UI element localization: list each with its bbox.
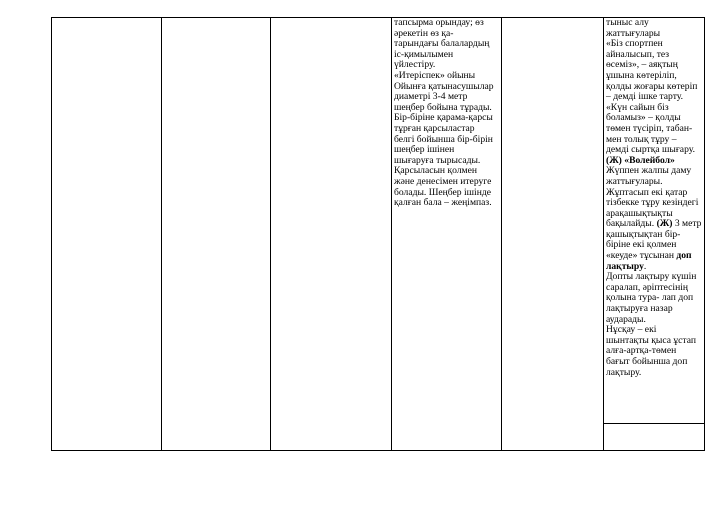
table-column-4 xyxy=(391,18,501,450)
text-segment: . xyxy=(643,260,647,272)
text-line: әрекетін өз қа- xyxy=(394,27,454,39)
text-segment: қолды жоғары көтеріп xyxy=(606,80,698,92)
text-segment: боламыз» – қолды xyxy=(606,112,681,124)
bold-text: лақтыру xyxy=(606,260,644,272)
text-segment: бағыт бойынша доп xyxy=(606,356,688,367)
text-segment: ұшына көтеріліп, xyxy=(606,69,677,81)
text-segment: лақтыруға назар xyxy=(606,303,673,315)
text-segment: арақашықтықты xyxy=(606,207,673,219)
bold-text: доп xyxy=(676,250,692,262)
text-line: Ойынға қатынасушылар xyxy=(394,80,494,92)
text-segment: «Күн сайын біз xyxy=(606,101,669,113)
text-segment: демді сыртқа шығару. xyxy=(606,144,695,156)
text-segment: тізбекке тұру кезіндегі xyxy=(606,197,699,209)
text-segment: айналысып, тез xyxy=(606,48,670,60)
document-table xyxy=(51,17,705,451)
text-line: тарындағы балалардың xyxy=(394,38,490,50)
bold-text: (Ж) xyxy=(656,218,673,230)
text-line: қалған бала – жеңімпаз. xyxy=(394,197,492,209)
table-column-5 xyxy=(501,18,603,450)
column-4-text xyxy=(394,18,494,209)
text-line: белгі бойынша бір-бірін xyxy=(394,133,493,145)
text-segment: Допты лақтыру күшін xyxy=(606,271,697,283)
text-line: Қарсыласын қолмен xyxy=(394,165,478,177)
text-segment: «Біз спортпен xyxy=(606,38,663,50)
text-line: шығаруға тырысады. xyxy=(394,154,481,166)
text-segment: мен толық тұру – xyxy=(606,133,677,145)
text-segment: 3 метр xyxy=(672,218,702,230)
column-6-text xyxy=(606,18,701,378)
bold-text: (Ж) «Волейбол» xyxy=(606,154,675,166)
column-6-bottom-cell xyxy=(604,423,704,452)
text-line: диаметрі 3-4 метр xyxy=(394,91,468,103)
text-segment: бақылайды. xyxy=(606,218,657,230)
text-segment: саралап, әріптесінің xyxy=(606,281,689,293)
table-column-3 xyxy=(270,18,391,450)
text-segment: өсеміз», – аяқтың xyxy=(606,59,678,71)
text-line: болады. Шеңбер ішінде xyxy=(394,186,491,198)
text-segment: «кеуде» тұсынан xyxy=(606,250,677,262)
text-segment: шынтақты қыса ұстап xyxy=(606,334,697,346)
text-line: Бір-біріне қарама-қарсы xyxy=(394,112,493,124)
text-line: және денесімен итеруге xyxy=(394,175,492,187)
text-line: шеңбер ішінен xyxy=(394,144,455,156)
text-segment: алға-артқа-төмен xyxy=(606,345,677,357)
text-line: тұрған қарсыластар xyxy=(394,122,475,134)
text-line: шеңбер бойына тұрады. xyxy=(394,101,492,113)
text-line: тапсырма орындау; өз xyxy=(394,17,484,28)
text-segment: лақтыру. xyxy=(606,366,642,378)
text-segment: тыныс алу xyxy=(606,17,649,28)
text-segment: жаттығулары. xyxy=(606,175,663,187)
text-segment: төмен түсіріп, табан- xyxy=(606,122,693,134)
table-column-2 xyxy=(161,18,270,450)
text-line: үйлестіру. xyxy=(394,59,436,71)
text-segment: Нұсқау – екі xyxy=(606,324,657,336)
text-segment: – демді ішке тарту. xyxy=(606,91,684,103)
text-segment: жаттығулары xyxy=(606,27,661,39)
text-segment: біріне екі қолмен xyxy=(606,239,677,251)
text-segment: аударады. xyxy=(606,313,646,325)
text-segment: қашықтықтан бір- xyxy=(606,228,681,240)
text-line xyxy=(606,368,701,379)
table-column-1 xyxy=(52,18,161,450)
text-segment: Жүппен жалпы даму xyxy=(606,165,692,177)
text-segment: қолына тура- лап доп xyxy=(606,292,694,304)
text-segment: Жұптасып екі қатар xyxy=(606,186,688,198)
text-line: «Итеріспек» ойыны xyxy=(394,69,476,81)
text-line: іс-қимылымен xyxy=(394,48,454,60)
table-column-6 xyxy=(603,18,704,450)
